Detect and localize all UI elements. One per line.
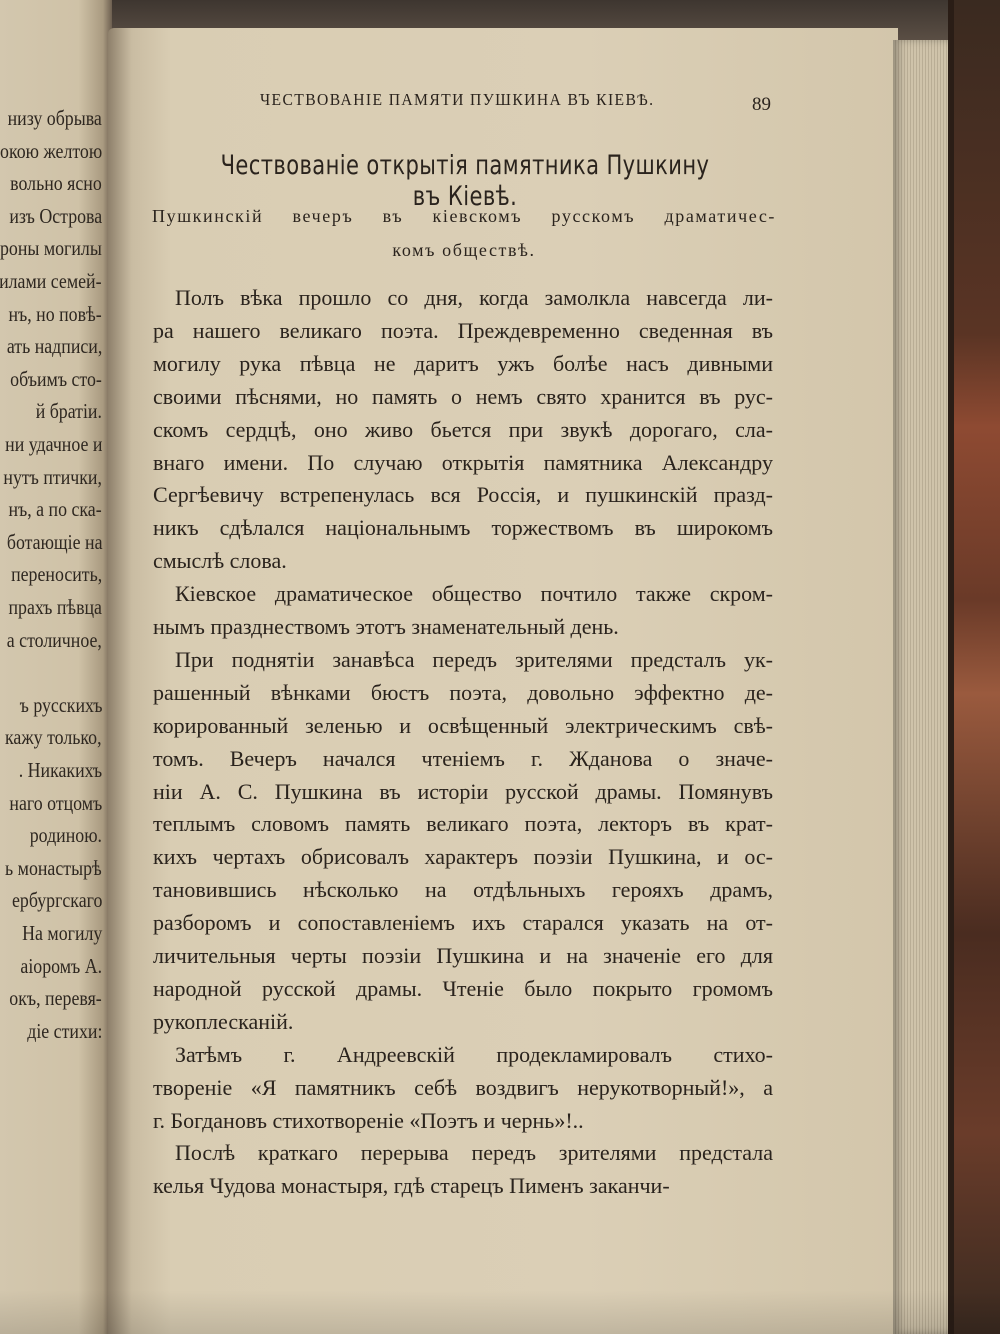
left-page-line: На могилу (21, 921, 102, 945)
running-head: ЧЕСТВОВАНІЕ ПАМЯТИ ПУШКИНА ВЪ КІЕВѢ. (260, 90, 655, 109)
left-page-line: окъ, перевя- (9, 986, 102, 1011)
body-line: кихъ чертахъ обрисовалъ характеръ поэзіи Пушкина, и ос- (153, 844, 773, 870)
book-cover (948, 0, 1000, 1334)
body-line: смыслѣ слова. (153, 548, 287, 574)
article-title: Чествованіе открытія памятника Пушкину въ Кіевѣ. (220, 150, 710, 212)
body-line: Полъ вѣка прошло со дня, когда замолкла навсегда ли- (175, 285, 773, 310)
body-line: рашенный вѣнками бюстъ поэта, довольно эффектно де- (153, 679, 773, 705)
body-line: нымъ празднествомъ этотъ знаменательный день. (153, 614, 619, 639)
body-line: При поднятіи занавѣса передъ зрителями предсталъ ук- (175, 646, 773, 672)
article-subtitle-line-1: Пушкинскій вечеръ въ кіевскомъ русскомъ драматичес- (152, 206, 776, 226)
body-line: Затѣмъ г. Андреевскій продекламировалъ стихо- (175, 1041, 773, 1067)
left-page-line: илами семей- (0, 269, 102, 293)
body-line: рукоплесканій. (153, 1008, 294, 1034)
left-page-line: переносить, (10, 562, 102, 587)
body-line: личительныя черты поэзіи Пушкина и на значеніе его для (153, 943, 773, 968)
body-line: томъ. Вечеръ начался чтеніемъ г. Жданова о значе- (153, 745, 773, 771)
left-page-line: ь монастырѣ (5, 855, 102, 880)
left-page-line: діе стихи: (26, 1018, 102, 1043)
left-page (0, 0, 112, 1334)
body-line: корированный зеленью и освѣщенный электрическимъ свѣ- (153, 712, 773, 738)
left-page-line: . Никакихъ (18, 758, 102, 782)
left-page-line: й братіи. (35, 399, 102, 424)
left-page-line: а столичное, (6, 627, 102, 652)
left-page-line: окою желтою (0, 138, 102, 163)
body-line: ра нашего великаго поэта. Преждевременно сведенная въ (153, 317, 773, 343)
left-page-line: роны могилы (0, 236, 102, 261)
left-page-line: ать надписи, (6, 334, 102, 359)
body-line: тановившись нѣсколько на отдѣльныхъ герояхъ драмъ, (153, 877, 773, 903)
body-line: никъ сдѣлался національнымъ торжествомъ въ широкомъ (153, 515, 773, 541)
body-line: ніи А. С. Пушкина въ исторіи русской драмы. Помянувъ (153, 778, 773, 804)
left-page-line: объимъ сто- (10, 366, 102, 391)
left-page-line: изъ Острова (9, 203, 102, 228)
left-page-line: наго отцомъ (9, 790, 102, 815)
page-number: 89 (752, 94, 771, 115)
left-page-line: прахъ пѣвца (8, 595, 102, 619)
left-page-line: нъ, но повѣ- (8, 301, 102, 326)
body-line: твореніе «Я памятникъ себѣ воздвигъ нерукотворный!», а (153, 1074, 773, 1100)
left-page-line: вольно ясно (10, 171, 102, 196)
left-page-line: ни удачное и (4, 432, 102, 456)
body-line: г. Богдановъ стихотвореніе «Поэтъ и чернь»!.. (153, 1107, 584, 1133)
left-page-line: нъ, а по ска- (8, 497, 102, 522)
left-page-line: ъ русскихъ (19, 692, 102, 717)
page-edges (893, 40, 951, 1334)
body-line: скомъ сердцѣ, оно живо бьется при звукѣ дорогаго, сла- (153, 416, 773, 442)
body-line: келья Чудова монастыря, гдѣ старецъ Пименъ заканчи- (153, 1173, 670, 1199)
left-page-line: родиною. (29, 823, 102, 848)
left-page-line: нутъ птички, (3, 464, 102, 489)
left-page-line: низу обрыва (7, 106, 102, 130)
body-line: своими пѣснями, но память о немъ свято хранится въ рус- (153, 383, 773, 409)
left-page-line: кажу только, (5, 725, 102, 750)
shadow (0, 1290, 1000, 1334)
body-line: теплымъ словомъ память великаго поэта, лекторъ въ крат- (153, 811, 773, 837)
body-line: Кіевское драматическое общество почтило также скром- (175, 581, 773, 607)
article-subtitle-line-2: комъ обществѣ. (392, 240, 536, 260)
left-page-line: аіоромъ А. (20, 953, 102, 978)
left-page-line: ербургскаго (11, 888, 102, 913)
left-page-line: ботающіе на (6, 529, 102, 554)
body-line: внаго имени. По случаю открытія памятника Александру (153, 449, 773, 475)
body-line: разборомъ и сопоставленіемъ ихъ старался указать на от- (153, 910, 773, 936)
body-line: народной русской драмы. Чтеніе было покрыто громомъ (153, 975, 773, 1001)
body-line: Послѣ краткаго перерыва передъ зрителями предстала (175, 1140, 773, 1166)
body-line: могилу рука пѣвца не даритъ ужъ болѣе насъ дивными (153, 350, 773, 376)
body-line: Сергѣевичу встрепенулась вся Россія, и пушкинскій празд- (153, 482, 773, 508)
